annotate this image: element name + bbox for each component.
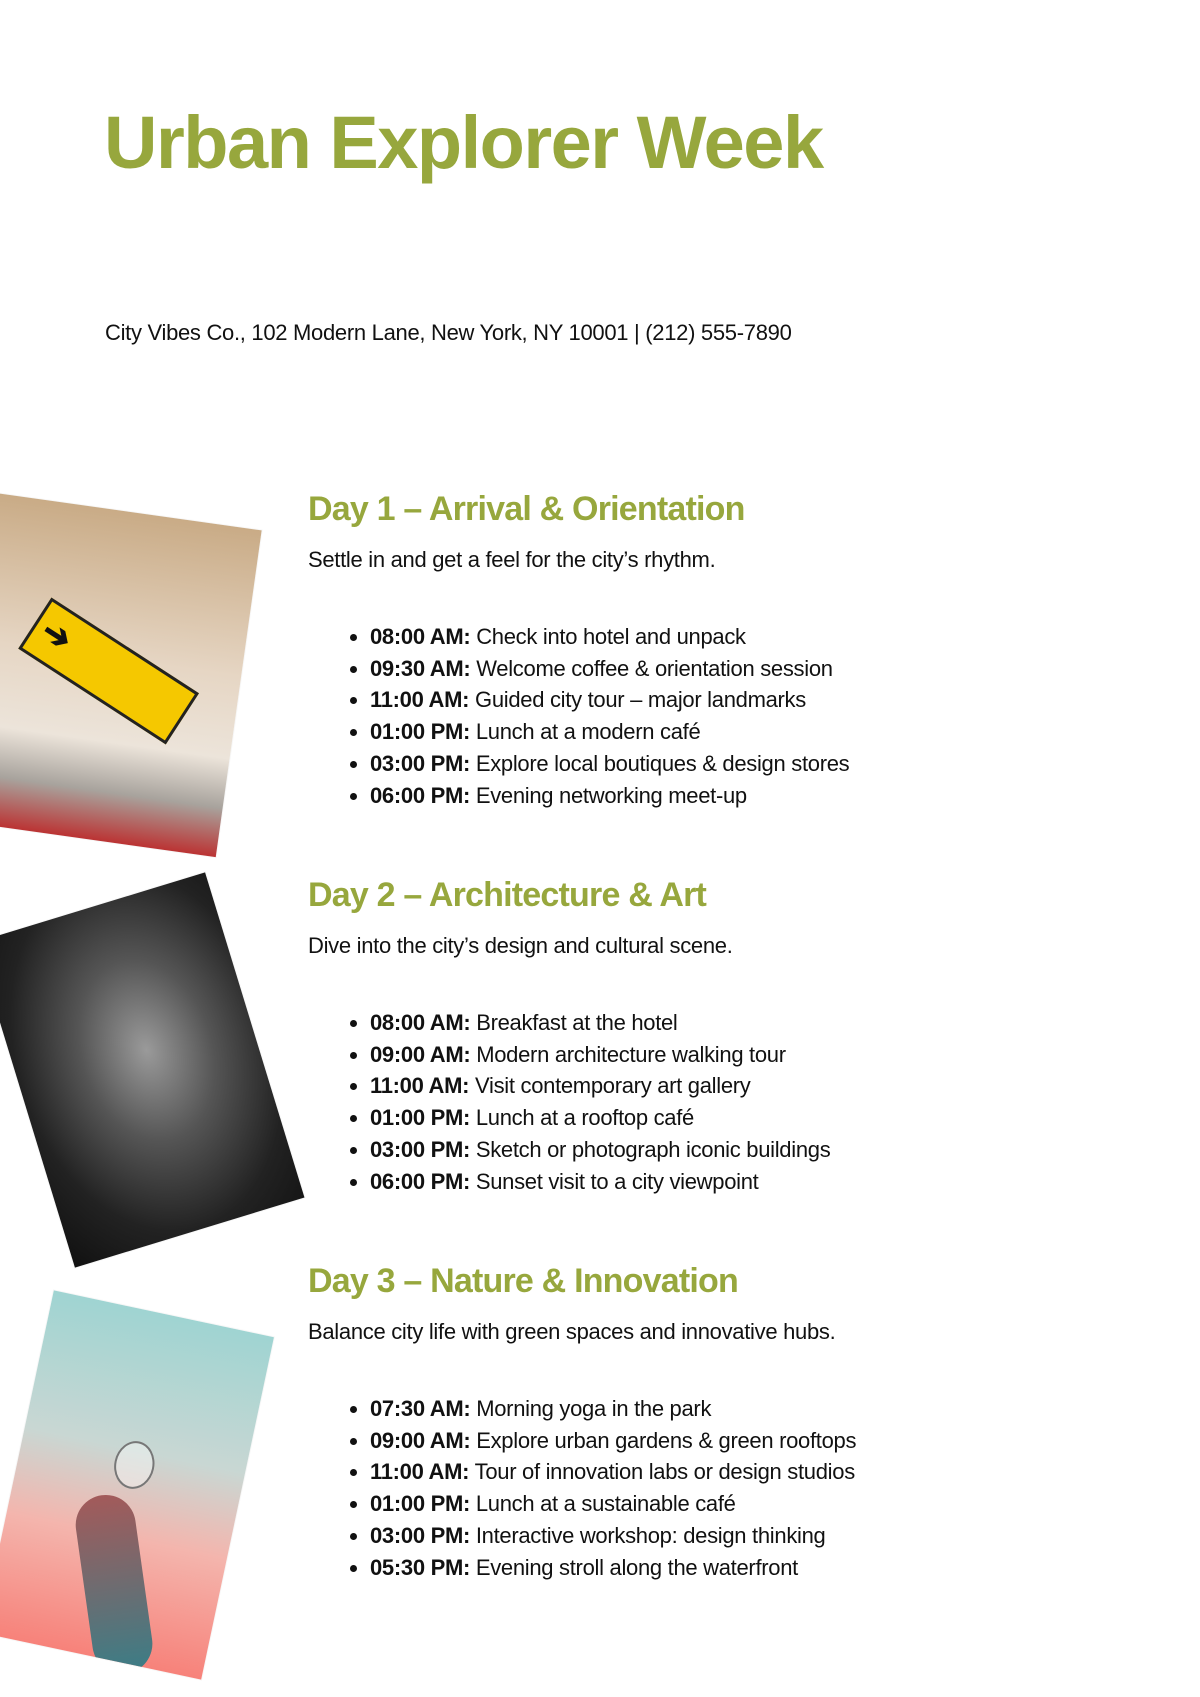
schedule-list — [308, 1393, 1128, 1583]
day-heading: Day 3 – Nature & Innovation — [308, 1262, 738, 1300]
list-item — [370, 748, 1128, 780]
list-item — [370, 1102, 1128, 1134]
time-label: 03:00 PM: — [370, 1522, 471, 1548]
day-description: Dive into the city’s design and cultural scene. — [308, 933, 733, 958]
day-description: Settle in and get a feel for the city’s rhythm. — [308, 547, 716, 572]
list-item — [370, 1039, 1128, 1071]
airport-sign-photo — [0, 493, 262, 857]
time-label: 01:00 PM: — [370, 719, 471, 745]
list-item — [370, 684, 1128, 716]
list-item — [370, 780, 1128, 812]
list-item — [370, 1134, 1128, 1166]
activity: Modern architecture walking tour — [476, 1041, 786, 1067]
activity: Check into hotel and unpack — [476, 624, 746, 649]
activity: Explore urban gardens & green rooftops — [476, 1427, 857, 1453]
time-label: 09:30 AM: — [370, 655, 471, 681]
day-description: Balance city life with green spaces and innovative hubs. — [308, 1319, 836, 1344]
day-1-section — [308, 490, 1128, 811]
time-label: 06:00 PM: — [370, 1168, 471, 1194]
day-heading: Day 2 – Architecture & Art — [308, 876, 707, 914]
time-label: 03:00 PM: — [370, 750, 471, 776]
day-heading: Day 1 – Arrival & Orientation — [308, 490, 745, 528]
time-label: 06:00 PM: — [370, 782, 471, 808]
company-address: City Vibes Co., 102 Modern Lane, New York, NY 10001 | (212) 555-7890 — [105, 320, 792, 345]
lightbulb-icon — [110, 1437, 159, 1492]
activity: Sunset visit to a city viewpoint — [475, 1168, 759, 1194]
list-item — [370, 1552, 1128, 1584]
sign-graphic — [18, 597, 199, 744]
activity: Tour of innovation labs or design studios — [474, 1459, 855, 1485]
arrow-right-icon: ➔ — [34, 611, 80, 660]
time-label: 03:00 PM: — [370, 1136, 471, 1162]
list-item — [370, 1488, 1128, 1520]
activity: Lunch at a rooftop café — [475, 1105, 694, 1131]
schedule-list — [308, 621, 1128, 811]
activity: Evening networking meet-up — [475, 782, 747, 808]
activity: Evening stroll along the waterfront — [475, 1554, 798, 1580]
time-label: 11:00 AM: — [370, 687, 470, 713]
list-item — [370, 653, 1128, 685]
activity: Morning yoga in the park — [476, 1396, 712, 1421]
activity: Explore local boutiques & design stores — [475, 750, 850, 776]
list-item — [370, 1456, 1128, 1488]
time-label: 01:00 PM: — [370, 1105, 471, 1131]
time-label: 11:00 AM: — [370, 1459, 470, 1485]
activity: Lunch at a sustainable café — [475, 1491, 736, 1517]
activity: Sketch or photograph iconic buildings — [475, 1136, 831, 1162]
activity: Welcome coffee & orientation session — [476, 655, 833, 681]
time-label: 01:00 PM: — [370, 1491, 471, 1517]
time-label: 09:00 AM: — [370, 1041, 471, 1067]
list-item — [370, 1007, 1128, 1039]
time-label: 08:00 AM: — [370, 1010, 471, 1035]
activity: Guided city tour – major landmarks — [475, 687, 806, 713]
day-2-section — [308, 876, 1128, 1197]
schedule-list — [308, 1007, 1128, 1197]
activity: Breakfast at the hotel — [476, 1010, 678, 1035]
list-item — [370, 1166, 1128, 1198]
time-label: 09:00 AM: — [370, 1427, 471, 1453]
list-item — [370, 1520, 1128, 1552]
list-item — [370, 716, 1128, 748]
time-label: 08:00 AM: — [370, 624, 471, 649]
statue-photo — [0, 872, 304, 1267]
list-item — [370, 1393, 1128, 1425]
activity: Visit contemporary art gallery — [475, 1073, 751, 1099]
time-label: 11:00 AM: — [370, 1073, 470, 1099]
hand-graphic — [72, 1491, 156, 1678]
page-title: Urban Explorer Week — [104, 101, 823, 184]
list-item — [370, 621, 1128, 653]
list-item — [370, 1425, 1128, 1457]
day-3-section — [308, 1262, 1128, 1583]
lightbulb-photo — [0, 1290, 274, 1679]
list-item — [370, 1070, 1128, 1102]
time-label: 05:30 PM: — [370, 1554, 471, 1580]
time-label: 07:30 AM: — [370, 1396, 471, 1421]
activity: Lunch at a modern café — [475, 719, 701, 745]
activity: Interactive workshop: design thinking — [475, 1522, 826, 1548]
